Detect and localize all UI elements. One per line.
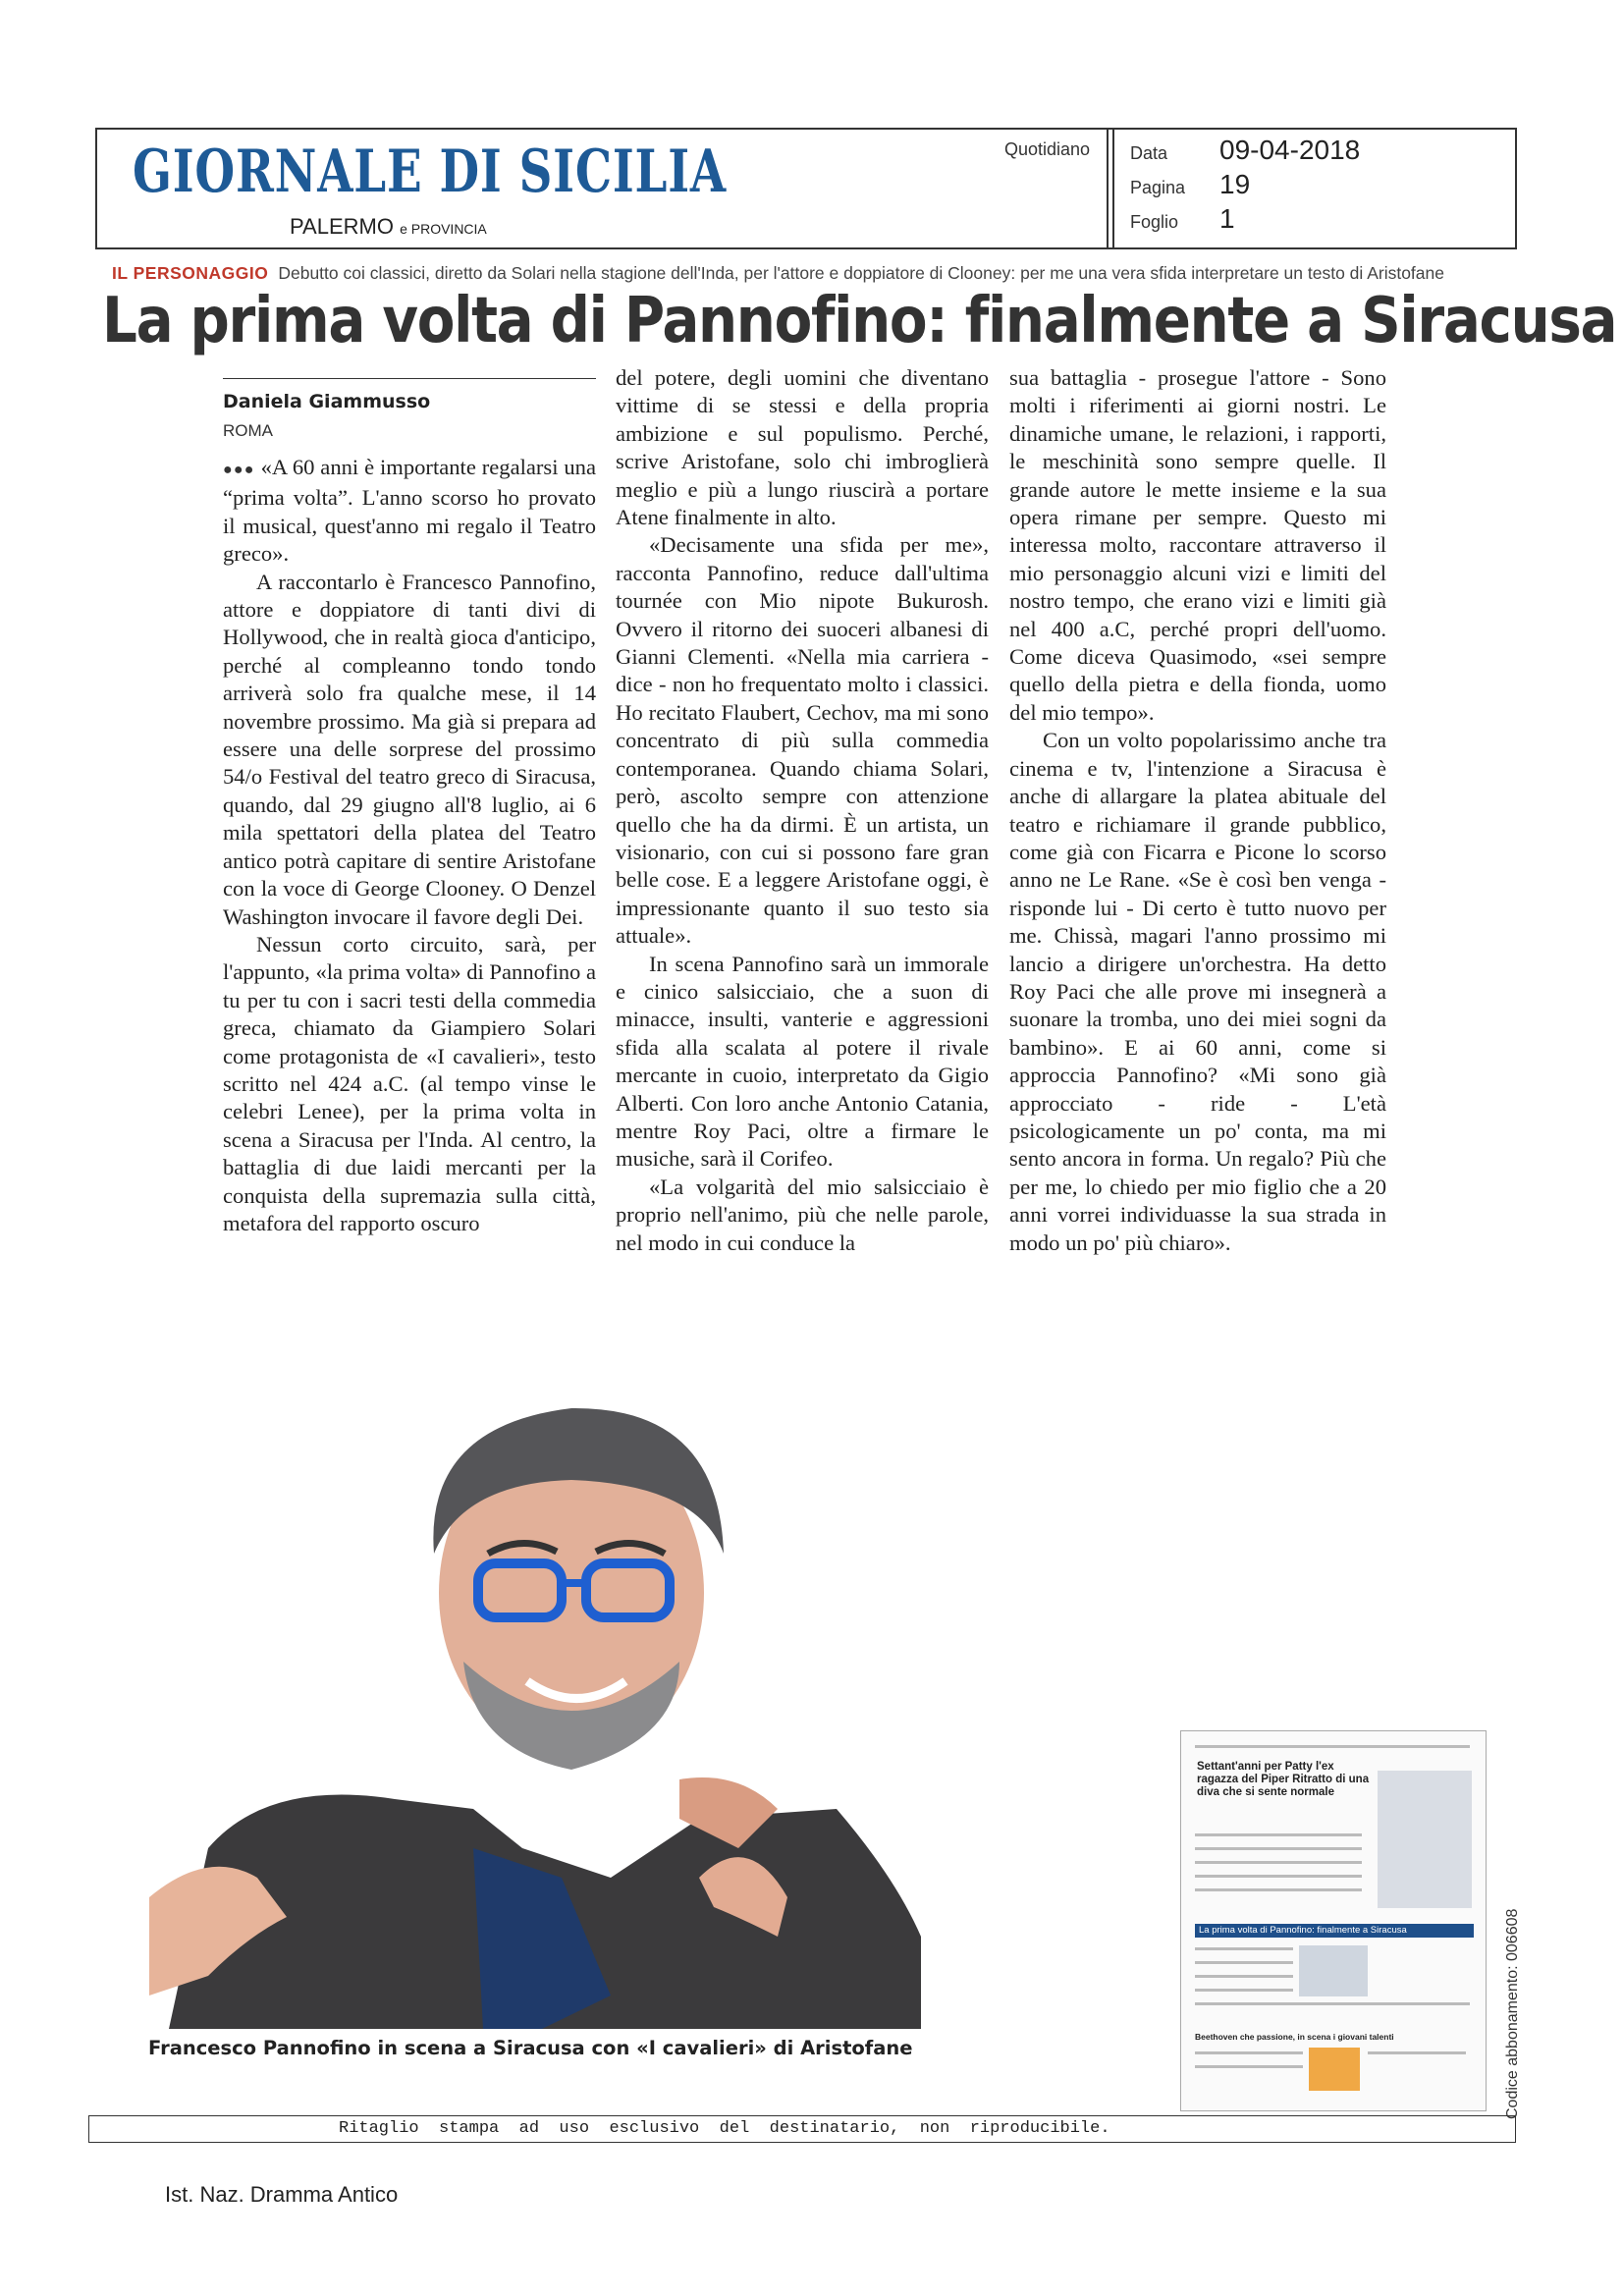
paragraph: A raccontarlo è Francesco Pannofino, attore e doppiatore di tanti divi di Hollywood, che in realtà gioca d'anticipo, perché al compleanno tondo tondo arriverà solo fra qualche mese, il 14 novembre prossimo. Ma già si prepara ad essere una delle sorprese del prossimo 54/o Festival del teatro greco di Siracusa, quando, dal 29 giugno all'8 luglio, ai 6 mila spettatori della platea del Teatro antico potrà capitare di sentire Aristofane con la voce di George Clooney. O Denzel Washington invocare il favore degli Dei. (223, 569, 596, 929)
author-name: Daniela Giammusso (223, 391, 431, 412)
edition-label (290, 214, 487, 240)
thumbnail-photo-1 (1378, 1771, 1472, 1908)
newspaper-masthead: GIORNALE DI SICILIA (133, 137, 728, 206)
subscription-code: Codice abbonamento: 006608 (1504, 1908, 1521, 2119)
paragraph: sua battaglia - prosegue l'attore - Sono molti i riferimenti ai giorni nostri. Le dinamiche umane, le relazioni, i rapporti, le meschinità sono sempre quelle. Il grande autore le mette insieme e la sua opera rimane per sempre. Questo mi interessa molto, raccontare attraverso il mio personaggio alcuni vizi e limiti del nostro tempo, che erano vizi e limiti già nel 400 a.C, perché propri dell'uomo. Come diceva Quasimodo, «sei sempre quello della pietra e della fionda, uomo del mio tempo». (1009, 365, 1386, 725)
kicker-text: Debutto coi classici, diretto da Solari nella stagione dell'Inda, per l'attore e doppiatore di Clooney: per me una vera sfida interpretare un testo di Aristofane (278, 263, 1444, 283)
edition-city: PALERMO (290, 214, 394, 239)
article-column-2 (616, 364, 989, 1257)
source-label: Ist. Naz. Dramma Antico (165, 2182, 399, 2207)
thumbnail-headline-1: Settant'anni per Patty l'ex ragazza del Piper Ritratto di una diva che si sente normale (1197, 1761, 1370, 1798)
clipping-notice: Ritaglio stampa ad uso esclusivo del destinatario, non riproducibile. (339, 2119, 1110, 2138)
paragraph (223, 454, 596, 569)
paragraph: In scena Pannofino sarà un immorale e cinico salsicciaio, che a suon di minacce, insulti, vanterie e aggressioni sfida alla scalata al potere il rivale mercante in cuoio, interpretato da Gigio Alberti. Con loro anche Antonio Catania, mentre Roy Paci, oltre a firmare le musiche, sarà il Corifeo. (616, 951, 989, 1172)
photo-caption: Francesco Pannofino in scena a Siracusa con «I cavalieri» di Aristofane (148, 2037, 913, 2059)
thumbnail-photo-2 (1299, 1945, 1368, 1996)
paragraph: «Decisamente una sfida per me», racconta Pannofino, reduce dall'ultima tournée con Mio nipote Bukurosh. Ovvero il ritorno dei suoceri albanesi di Gianni Clementi. «Nella mia carriera - dice - non ho frequentato molto i classici. Ho recitato Flaubert, Cechov, ma mi sono concentrato di più sulla commedia contemporanea. Quando chiama Solari, però, ascolto sempre con attenzione quello che ha da dirmi. È un artista, un visionario, con cui si possono fare gran belle cose. E a leggere Aristofane oggi, è impressionante quanto il suo testo sia attuale». (616, 532, 989, 949)
paragraph: del potere, degli uomini che diventano vittime di se stessi e della propria ambizione e sul populismo. Perché, scrive Aristofane, solo chi imbroglierà meglio e più a lungo riuscirà a portare Atene finalmente in alto. (616, 365, 989, 530)
headline: La prima volta di Pannofino: finalmente a Siracusa (102, 285, 1617, 357)
page-thumbnail (1180, 1730, 1487, 2111)
page-label: Pagina (1130, 178, 1186, 197)
date-value: 09-04-2018 (1219, 135, 1361, 165)
paragraph: Con un volto popolarissimo anche tra cinema e tv, l'intenzione a Siracusa è anche di allargare la platea abituale del teatro e richiamare il grande pubblico, come già con Ficarra e Picone lo scorso anno ne Le Rane. «Se è così ben venga - risponde lui - Di certo è tutto nuovo per me. Chissà, magari l'anno prossimo mi lancio a dirigere un'orchestra. Ha detto Roy Paci che alle prove mi insegnerà a suonare la tromba, uno dei miei sogni da bambino». E ai 60 anni, come si approccia Pannofino? «Mi sono già approcciato - ride - L'età psicologicamente un po' conta, ma mi sento ancora in forma. Un regalo? Più che per me, lo chiedo per mio figlio che a 20 anni vorrei individuasse la sua strada in modo un po' più chiaro». (1009, 728, 1386, 1255)
thumbnail-headline-2: La prima volta di Pannofino: finalmente a Siracusa (1195, 1924, 1474, 1938)
paragraph-text: «A 60 anni è importante regalarsi una “prima volta”. L'anno scorso ho provato il musical, quest'anno mi regalo il Teatro greco». (223, 455, 597, 567)
paragraph: «La volgarità del mio salsicciaio è proprio nell'animo, più che nelle parole, nel modo in cui conduce la (616, 1174, 989, 1255)
edition-province: e PROVINCIA (400, 221, 487, 237)
paragraph: Nessun corto circuito, sarà, per l'appunto, «la prima volta» di Pannofino a tu per tu con i sacri testi della commedia greca, chiamato da Giampiero Solari come protagonista de «I cavalieri», testo scritto nel 424 a.C. (al tempo vinse le celebri Lenee), per la prima volta in scena a Siracusa per l'Inda. Al centro, la battaglia di due laidi mercanti per la conquista della supremazia sulla città, metafora del rapporto oscuro (223, 931, 596, 1235)
portrait-photo (149, 1387, 921, 2029)
byline-rule (223, 378, 596, 379)
kicker (112, 263, 1506, 284)
page-value: 19 (1219, 169, 1251, 199)
sheet-label: Foglio (1130, 212, 1179, 232)
thumbnail-headline-3: Beethoven che passione, in scena i giovani talenti (1195, 2032, 1394, 2042)
article-column-1 (223, 454, 596, 1237)
masthead-box (95, 128, 1517, 249)
pointing-man-illustration (149, 1387, 921, 2029)
frequency-label: Quotidiano (1004, 139, 1091, 159)
date-label: Data (1130, 143, 1168, 163)
kicker-label: IL PERSONAGGIO (112, 263, 269, 283)
sheet-value: 1 (1219, 203, 1235, 234)
article-column-3 (1009, 364, 1386, 1257)
lead-dots: ●●● (223, 462, 255, 478)
dateline-place: ROMA (223, 421, 273, 440)
thumbnail-photo-3 (1309, 2048, 1360, 2091)
